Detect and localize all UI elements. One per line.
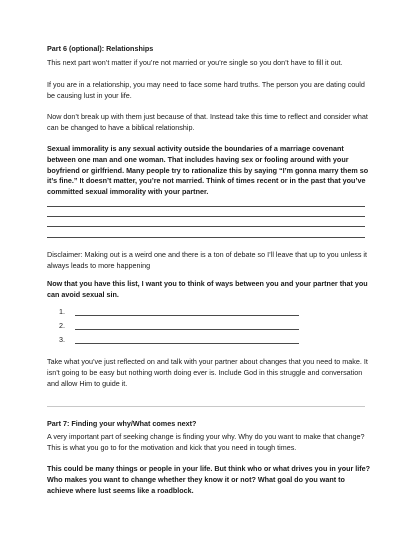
part7-paragraph-2: This could be many things or people in your life. But think who or what drives you in your life? Who makes you want to change whether they know it or not? What goal do you want to achieve where lust seems like a roadblock. (47, 464, 371, 495)
part6-paragraph-1: This next part won’t matter if you’re not married or you’re single so you don’t have to fill it out. (47, 58, 343, 67)
list-item-line[interactable] (75, 315, 299, 316)
list-item-number: 2. (59, 321, 65, 330)
part7-heading: Part 7: Finding your why/What comes next? (47, 419, 197, 428)
list-item-number: 1. (59, 307, 65, 316)
write-in-line[interactable] (47, 206, 365, 207)
write-in-line[interactable] (47, 216, 365, 217)
list-item-line[interactable] (75, 329, 299, 330)
part7-paragraph-1: A very important part of seeking change is finding your why. Why do you want to make that change? This is what you go to for the motivation and kick that you need in tough times. (47, 432, 365, 452)
section-divider (47, 406, 365, 407)
part6-prompt: Now that you have this list, I want you to think of ways between you and your partner that you can avoid sexual sin. (47, 279, 368, 299)
write-in-line[interactable] (47, 237, 365, 238)
part6-paragraph-3: Now don’t break up with them just because of that. Instead take this time to reflect and consider what can be changed to have a biblical relationship. (47, 112, 368, 132)
list-item-number: 3. (59, 335, 65, 344)
list-item-line[interactable] (75, 343, 299, 344)
disclaimer-text: Disclaimer: Making out is a weird one and there is a ton of debate so I’ll leave that up to you unless it always leads to more happening (47, 250, 368, 270)
part6-paragraph-5: Take what you’ve just reflected on and talk with your partner about changes that you need to make. It isn’t going to be easy but nothing worth doing ever is. Include God in this struggle and conversation and allow Him to guide it. (47, 357, 368, 388)
write-in-line[interactable] (47, 226, 365, 227)
part6-paragraph-2: If you are in a relationship, you may need to face some hard truths. The person you are dating could be causing lust in your life. (47, 80, 365, 100)
part6-heading: Part 6 (optional): Relationships (47, 44, 154, 53)
part6-paragraph-4: Sexual immorality is any sexual activity outside the boundaries of a marriage covenant between one man and one woman. That includes having sex or fooling around with your boyfriend or girlfriend. Many people try to rationalize this by saying “I’m gonna marry them so it’s fine.” It doesn’t matter, you’re not married. Think of times recent or in the past that you’ve committed sexual immorality with your partner. (47, 144, 369, 197)
